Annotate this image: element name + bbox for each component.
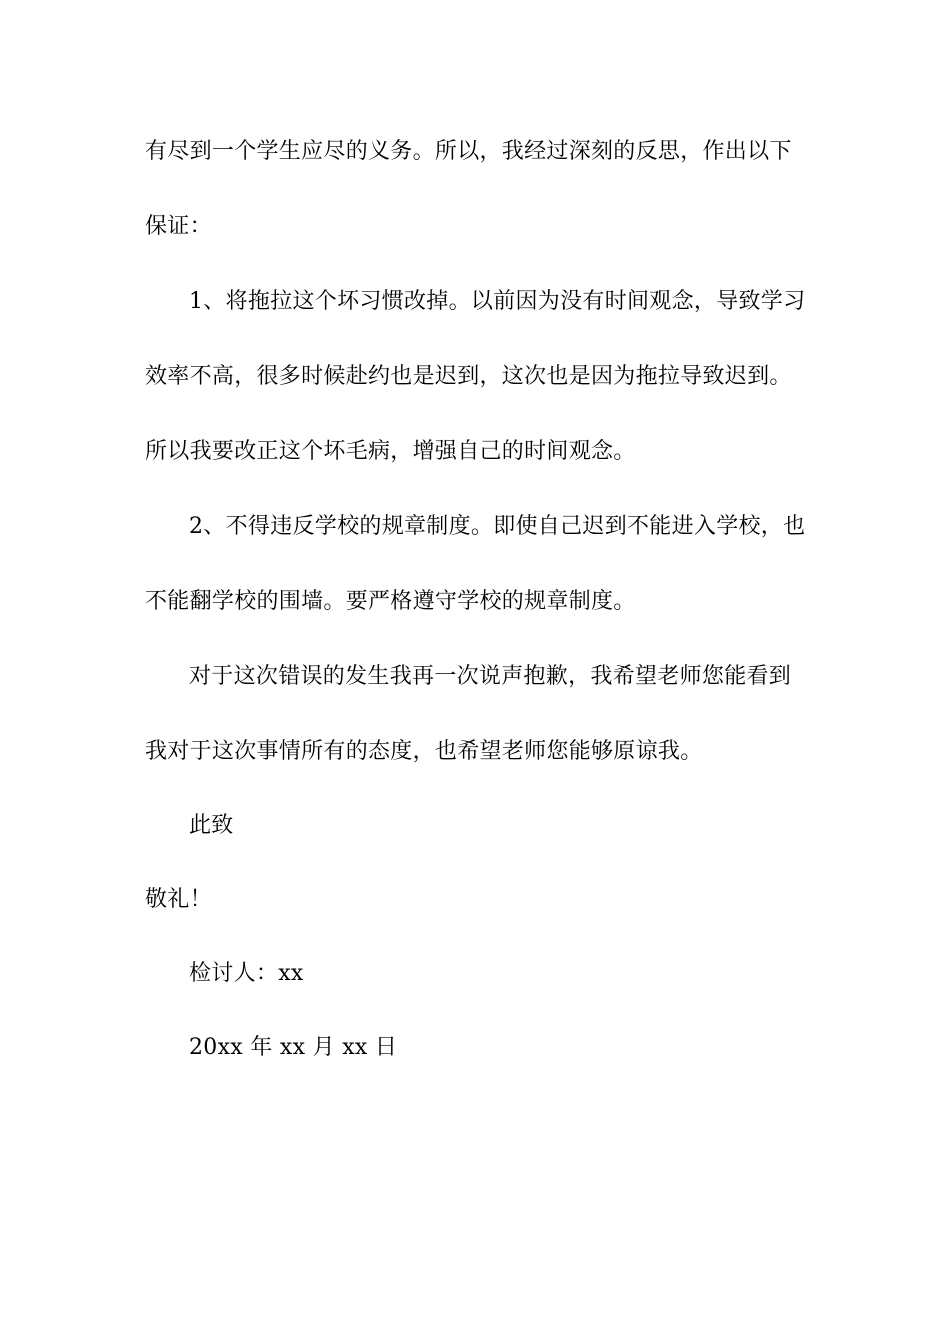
body-line-6: 2、不得违反学校的规章制度。即使自己迟到不能进入学校，也	[189, 514, 806, 539]
closing-regards: 敬礼！	[145, 887, 212, 912]
body-line-3: 1、将拖拉这个坏习惯改掉。以前因为没有时间观念，导致学习	[189, 289, 806, 314]
date-line: 20xx 年 xx 月 xx 日	[189, 1035, 398, 1060]
body-line-7: 不能翻学校的围墙。要严格遵守学校的规章制度。	[145, 589, 636, 614]
body-line-1: 有尽到一个学生应尽的义务。所以，我经过深刻的反思，作出以下	[145, 139, 792, 164]
body-line-8: 对于这次错误的发生我再一次说声抱歉，我希望老师您能看到	[189, 664, 792, 689]
body-line-9: 我对于这次事情所有的态度，也希望老师您能够原谅我。	[145, 739, 703, 764]
signature-line: 检讨人：xx	[189, 961, 304, 986]
closing-salutation: 此致	[189, 813, 234, 838]
body-line-2: 保证：	[145, 214, 212, 239]
body-line-5: 所以我要改正这个坏毛病，增强自己的时间观念。	[145, 439, 636, 464]
body-line-4: 效率不高，很多时候赴约也是迟到，这次也是因为拖拉导致迟到。	[145, 364, 792, 389]
